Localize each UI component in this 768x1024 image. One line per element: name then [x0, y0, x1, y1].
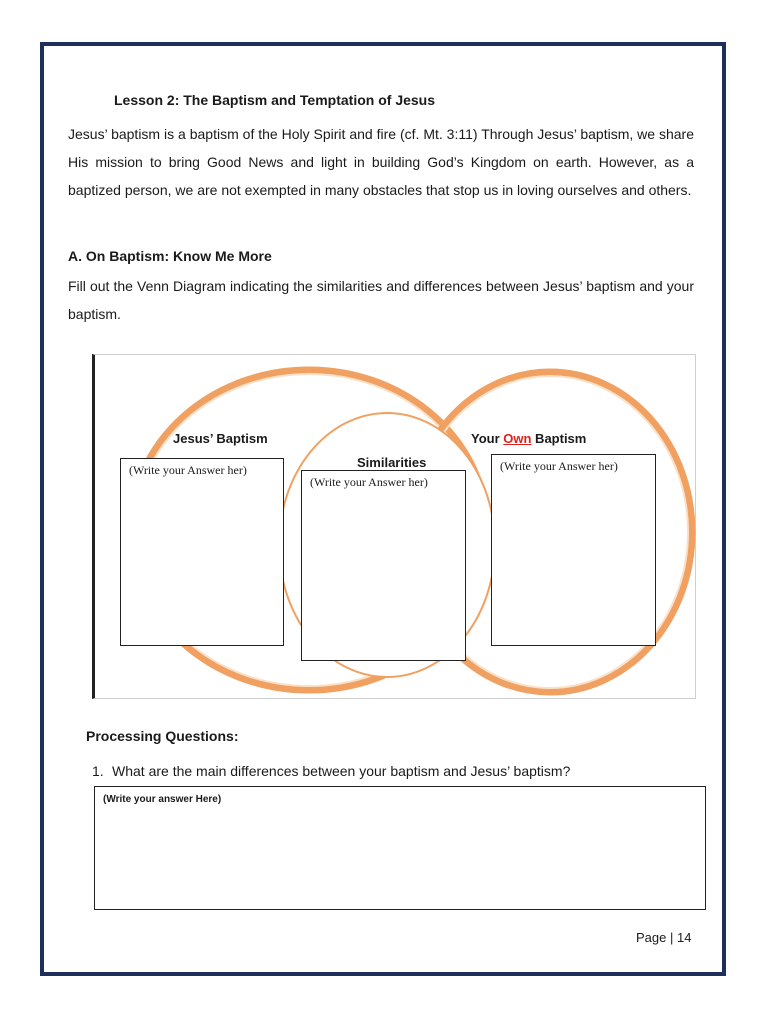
question-1: 1. What are the main differences between your baptism and Jesus’ baptism?: [92, 763, 571, 779]
middle-circle-label: Similarities: [357, 455, 427, 470]
jesus-baptism-answer-box[interactable]: (Write your Answer her): [120, 458, 284, 646]
processing-questions-heading: Processing Questions:: [86, 728, 239, 744]
page-number: Page | 14: [636, 930, 692, 945]
venn-diagram: [92, 354, 696, 699]
section-a-heading: A. On Baptism: Know Me More: [68, 248, 272, 264]
lesson-title: Lesson 2: The Baptism and Temptation of Jesus: [114, 92, 436, 108]
right-circle-label: Your Own Baptism: [471, 431, 587, 446]
own-baptism-answer-box[interactable]: (Write your Answer her): [491, 454, 656, 646]
question-1-answer-box[interactable]: (Write your answer Here): [94, 786, 706, 910]
similarities-answer-box[interactable]: (Write your Answer her): [301, 470, 466, 661]
own-word: Own: [503, 431, 532, 446]
left-circle-label: Jesus’ Baptism: [173, 431, 268, 446]
section-a-instructions: Fill out the Venn Diagram indicating the similarities and differences between Jesus’ baptism and your baptism.: [68, 278, 694, 322]
intro-paragraph: Jesus’ baptism is a baptism of the Holy Spirit and fire (cf. Mt. 3:11) Through Jesus’ baptism, we share His mission to bring Good News and light in building God’s Kingdom on earth. However, as a baptized person, we are not exempted in many obstacles that stop us in loving ourselves and others.: [68, 126, 694, 198]
